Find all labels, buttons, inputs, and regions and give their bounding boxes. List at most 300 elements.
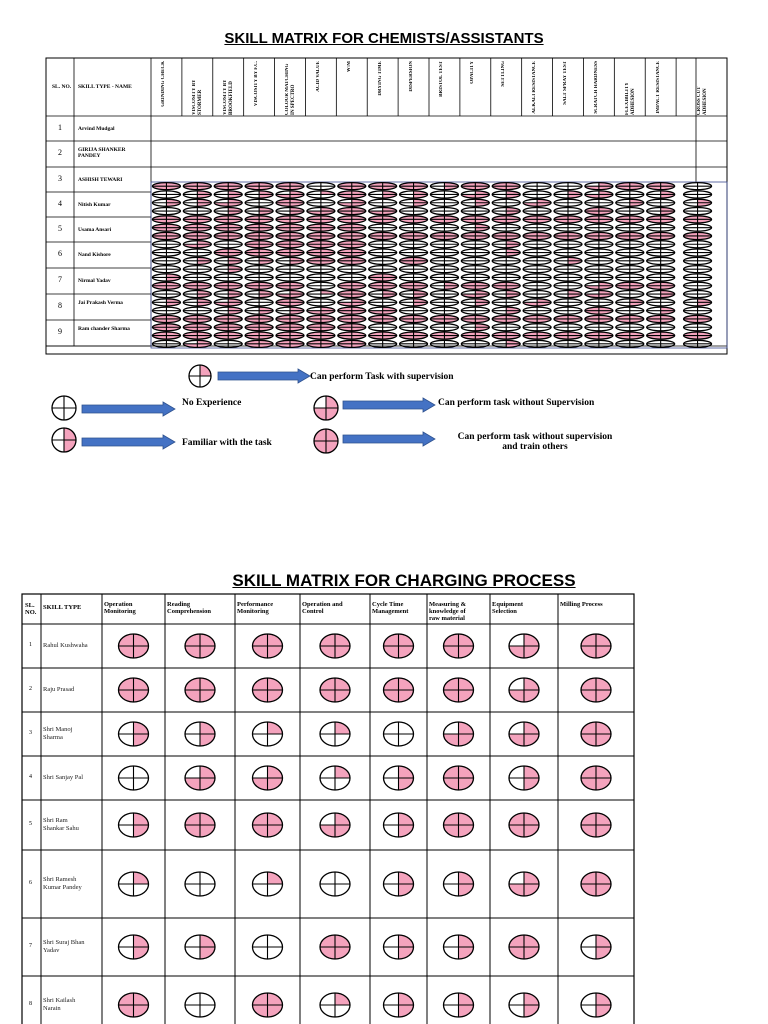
m1-skill-level-icon (338, 266, 366, 273)
m1-skill-level-icon (616, 257, 644, 264)
m1-skill-level-icon (338, 291, 366, 298)
m1-skill-level-icon (369, 324, 397, 331)
m1-skill-level-icon (152, 191, 180, 198)
matrix1-cells (151, 182, 727, 348)
m1-skill-level-icon (369, 216, 397, 223)
m1-skill-level-icon (585, 208, 613, 215)
m1-skill-header: OPACITY (470, 61, 476, 84)
m1-skill-level-icon (183, 266, 211, 273)
m1-skill-level-icon (152, 274, 180, 281)
m1-skill-level-icon (684, 199, 712, 206)
m1-skill-level-icon (152, 232, 180, 239)
m2-skill-level-icon (320, 813, 350, 837)
m1-skill-level-icon (152, 315, 180, 322)
m1-skill-level-icon (554, 191, 582, 198)
m1-skill-level-icon (554, 208, 582, 215)
matrix2-title: SKILL MATRIX FOR CHARGING PROCESS (232, 571, 576, 590)
m1-skill-level-icon (152, 266, 180, 273)
m1-skill-level-icon (647, 241, 675, 248)
m1-skill-level-icon (616, 183, 644, 190)
m1-skill-header: CROSS CUT ADHESION (696, 86, 708, 115)
m2-skill-level-icon (384, 766, 414, 790)
m1-skill-level-icon (400, 249, 428, 256)
legend-level3-icon (314, 396, 338, 420)
m1-skill-level-icon (183, 232, 211, 239)
m1-skill-level-icon (523, 332, 551, 339)
m1-skill-level-icon (276, 291, 304, 298)
m1-skill-level-icon (245, 208, 273, 215)
m1-skill-level-icon (245, 315, 273, 322)
m1-skill-header: ACID VALUE (315, 61, 321, 92)
m1-skill-level-icon (684, 208, 712, 215)
m1-skill-header: ALKALI RESISTANCE (532, 61, 538, 114)
m1-skill-header: GRINDING CHECK (161, 61, 167, 107)
m1-skill-level-icon (684, 249, 712, 256)
legend-arrow-familiar (82, 435, 175, 449)
m2-skill-level-icon (581, 993, 611, 1017)
m1-skill-level-icon (684, 191, 712, 198)
m1-skill-level-icon (307, 241, 335, 248)
m1-skill-level-icon (684, 340, 712, 347)
m1-skill-level-icon (616, 307, 644, 314)
m1-skill-header: SETTLING (501, 61, 507, 87)
m1-skill-level-icon (616, 208, 644, 215)
m1-skill-level-icon (369, 332, 397, 339)
m1-skill-level-icon (585, 340, 613, 347)
m1-skill-level-icon (400, 340, 428, 347)
m2-skill-level-icon (384, 993, 414, 1017)
m2-skill-level-icon (581, 766, 611, 790)
m1-skill-level-icon (523, 274, 551, 281)
m1-skill-level-icon (647, 291, 675, 298)
m1-skill-level-icon (554, 224, 582, 231)
m1-skill-level-icon (400, 224, 428, 231)
m2-skill-level-icon (320, 993, 350, 1017)
legend-train-others-text (437, 432, 633, 452)
m1-skill-header: DISPERSION (408, 61, 414, 92)
m1-skill-level-icon (152, 216, 180, 223)
m1-skill-header: VISCOSITY BY STORMER (192, 79, 204, 115)
m1-skill-header: SALT SPRAY TEST (563, 61, 568, 105)
matrix2-grid (22, 594, 634, 1024)
m2-skill-level-icon (119, 722, 149, 746)
m1-skill-level-icon (523, 340, 551, 347)
m1-skill-level-icon (183, 315, 211, 322)
m1-skill-level-icon (338, 249, 366, 256)
m1-skill-level-icon (554, 299, 582, 306)
m1-skill-level-icon (369, 191, 397, 198)
m2-skill-level-icon (119, 872, 149, 896)
m1-skill-level-icon (684, 274, 712, 281)
m1-skill-level-icon (492, 266, 520, 273)
m1-skill-level-icon (523, 307, 551, 314)
m2-skill-level-icon (119, 813, 149, 837)
m1-skill-level-icon (400, 208, 428, 215)
m2-row-name: Shri Kailash Narain (43, 997, 76, 1012)
m1-skill-level-icon (338, 216, 366, 223)
m2-skill-level-icon (253, 993, 283, 1017)
m2-skill-level-icon (444, 722, 474, 746)
m1-skill-level-icon (647, 307, 675, 314)
m1-skill-level-icon (684, 291, 712, 298)
m1-skill-level-icon (430, 340, 458, 347)
m2-row-cells (119, 722, 612, 746)
m1-skill-level-icon (400, 282, 428, 289)
m1-skill-level-icon (461, 282, 489, 289)
m1-skill-level-icon (245, 216, 273, 223)
m1-skill-level-icon (214, 315, 242, 322)
m1-skill-level-icon (554, 340, 582, 347)
m2-row-name: Shri Ramesh Kumar Pandey (43, 876, 82, 891)
m1-skill-level-icon (276, 224, 304, 231)
m1-skill-level-icon (214, 216, 242, 223)
m2-row-cells (119, 813, 612, 837)
m1-skill-level-icon (276, 241, 304, 248)
m1-skill-level-icon (276, 332, 304, 339)
m1-skill-level-icon (400, 232, 428, 239)
m2-skill-level-icon (185, 766, 215, 790)
m2-row-sl: 2 (29, 686, 32, 692)
m1-skill-header: IMPACT RESISTANCE (655, 61, 661, 114)
m1-skill-level-icon (523, 191, 551, 198)
m1-skill-level-icon (307, 282, 335, 289)
m1-skill-level-icon (430, 183, 458, 190)
m2-row-sl: 8 (29, 1001, 32, 1007)
m1-skill-level-icon (430, 216, 458, 223)
m1-skill-header: VISCOSITY BY BROOKFIELD (223, 79, 235, 115)
m1-skill-level-icon (684, 266, 712, 273)
m1-skill-level-icon (684, 324, 712, 331)
m1-skill-level-icon (616, 241, 644, 248)
m1-skill-level-icon (245, 249, 273, 256)
m1-skill-level-icon (430, 315, 458, 322)
m2-skill-level-icon (185, 813, 215, 837)
m1-skill-level-icon (585, 191, 613, 198)
m1-skill-level-icon (430, 324, 458, 331)
m1-skill-level-icon (276, 191, 304, 198)
m1-skill-level-icon (183, 332, 211, 339)
m1-skill-level-icon (684, 224, 712, 231)
m1-skill-level-icon (492, 282, 520, 289)
m1-skill-level-icon (430, 282, 458, 289)
m1-skill-level-icon (369, 257, 397, 264)
m2-skill-level-icon (253, 722, 283, 746)
m1-skill-level-icon (245, 241, 273, 248)
m1-skill-level-icon (183, 299, 211, 306)
m1-skill-level-icon (430, 299, 458, 306)
m1-skill-level-icon (554, 183, 582, 190)
m2-skill-header: Milling Process (560, 601, 603, 608)
m2-skill-level-icon (119, 766, 149, 790)
m1-skill-level-icon (492, 249, 520, 256)
m1-skill-level-icon (647, 249, 675, 256)
m1-skill-level-icon (276, 324, 304, 331)
m1-skill-level-icon (369, 282, 397, 289)
m1-skill-level-icon (616, 324, 644, 331)
m1-skill-level-icon (307, 208, 335, 215)
m1-skill-level-icon (369, 183, 397, 190)
m2-row-cells (119, 993, 612, 1017)
m2-skill-level-icon (185, 993, 215, 1017)
m1-skill-level-icon (214, 191, 242, 198)
m1-skill-level-icon (616, 299, 644, 306)
m1-skill-level-icon (276, 266, 304, 273)
m1-skill-level-icon (276, 282, 304, 289)
m1-skill-level-icon (245, 291, 273, 298)
m1-skill-level-icon (307, 324, 335, 331)
m1-skill-level-icon (338, 324, 366, 331)
m1-skill-level-icon (338, 307, 366, 314)
m1-skill-level-icon (616, 332, 644, 339)
m1-skill-level-icon (523, 183, 551, 190)
m1-skill-level-icon (647, 274, 675, 281)
m1-skill-level-icon (369, 274, 397, 281)
m2-row-sl: 3 (29, 730, 32, 736)
m1-skill-level-icon (461, 332, 489, 339)
m1-skill-level-icon (647, 324, 675, 331)
m1-skill-level-icon (307, 257, 335, 264)
legend-without-supervision-text: Can perform task without Supervision (438, 398, 595, 408)
m2-skill-level-icon (320, 722, 350, 746)
m1-row-name: GIRIJA SHANKER PANDEY (78, 147, 126, 159)
m1-skill-level-icon (430, 266, 458, 273)
m1-skill-level-icon (245, 199, 273, 206)
m1-skill-level-icon (585, 291, 613, 298)
m2-skill-level-icon (185, 678, 215, 702)
m1-skill-level-icon (554, 241, 582, 248)
m1-skill-level-icon (338, 274, 366, 281)
m1-skill-level-icon (430, 332, 458, 339)
m1-skill-level-icon (616, 249, 644, 256)
m1-row-name: Arvind Mudgal (78, 125, 115, 132)
m1-skill-level-icon (492, 274, 520, 281)
m1-skill-level-icon (214, 274, 242, 281)
m2-row-sl: 6 (29, 880, 32, 886)
m1-row-sl: 4 (58, 198, 62, 208)
legend-arrow-without-supervision (343, 398, 435, 412)
m2-row-name: Shri Suraj Bhan Yadav (43, 939, 85, 954)
m2-skill-level-icon (384, 872, 414, 896)
m1-skill-level-icon (276, 299, 304, 306)
m1-skill-level-icon (183, 191, 211, 198)
m1-skill-level-icon (338, 282, 366, 289)
m1-skill-level-icon (369, 224, 397, 231)
m1-skill-level-icon (492, 340, 520, 347)
m1-skill-level-icon (616, 224, 644, 231)
m1-skill-level-icon (152, 249, 180, 256)
m1-skill-level-icon (554, 274, 582, 281)
m1-skill-level-icon (214, 199, 242, 206)
legend-supervision-text: Can perform Task with supervision (310, 372, 454, 382)
m1-skill-level-icon (684, 257, 712, 264)
m2-skill-level-icon (444, 813, 474, 837)
m1-skill-level-icon (400, 266, 428, 273)
m2-skill-level-icon (320, 872, 350, 896)
legend-train-line2: and train others (502, 442, 568, 452)
m1-skill-level-icon (684, 332, 712, 339)
m1-skill-level-icon (338, 183, 366, 190)
m2-row-name: Shri Ram Shankar Sahu (43, 817, 79, 832)
m1-skill-level-icon (183, 199, 211, 206)
m2-row-name: Raju Prasad (43, 686, 75, 693)
m1-row-name: Usama Ansari (78, 226, 112, 233)
m1-skill-level-icon (307, 299, 335, 306)
m1-skill-level-icon (647, 191, 675, 198)
m2-skill-level-icon (509, 935, 539, 959)
m1-skill-level-icon (585, 332, 613, 339)
m1-skill-level-icon (616, 282, 644, 289)
m1-skill-level-icon (430, 249, 458, 256)
m1-skill-level-icon (523, 291, 551, 298)
m1-skill-level-icon (183, 216, 211, 223)
m1-skill-level-icon (523, 249, 551, 256)
m1-skill-level-icon (183, 307, 211, 314)
m1-skill-level-icon (461, 266, 489, 273)
m1-skill-level-icon (152, 208, 180, 215)
m1-skill-level-icon (245, 324, 273, 331)
m2-skill-header: Operation and Control (302, 601, 343, 615)
m1-skill-level-icon (554, 266, 582, 273)
m1-skill-level-icon (338, 208, 366, 215)
m1-skill-level-icon (430, 224, 458, 231)
m1-skill-level-icon (245, 191, 273, 198)
m2-skill-level-icon (509, 993, 539, 1017)
m1-skill-level-icon (183, 241, 211, 248)
m2-row-cells (119, 766, 612, 790)
m1-skill-level-icon (400, 274, 428, 281)
m1-skill-level-icon (461, 340, 489, 347)
legend-arrow-no-experience (82, 402, 175, 416)
m1-skill-level-icon (245, 299, 273, 306)
m1-skill-level-icon (276, 315, 304, 322)
m2-row-name: Shri Sanjay Pal (43, 774, 84, 781)
m1-skill-level-icon (183, 282, 211, 289)
m1-skill-level-icon (461, 216, 489, 223)
m2-skill-level-icon (444, 935, 474, 959)
m1-skill-level-icon (616, 191, 644, 198)
m1-skill-level-icon (400, 307, 428, 314)
m2-skill-level-icon (185, 722, 215, 746)
m1-skill-level-icon (585, 183, 613, 190)
m1-skill-level-icon (585, 266, 613, 273)
m1-skill-level-icon (616, 274, 644, 281)
m2-skill-header: Performance Monitoring (237, 601, 274, 615)
m1-skill-level-icon (307, 266, 335, 273)
m1-skill-level-icon (307, 340, 335, 347)
m1-skill-level-icon (369, 299, 397, 306)
m1-skill-level-icon (369, 199, 397, 206)
m1-skill-level-icon (461, 241, 489, 248)
m2-skill-level-icon (320, 634, 350, 658)
m1-skill-level-icon (684, 307, 712, 314)
m1-skill-level-icon (461, 299, 489, 306)
m1-skill-level-icon (492, 216, 520, 223)
m1-skill-header: COLOUR MATCHING IN SPECTRO (285, 63, 296, 115)
legend-level2-icon (52, 428, 76, 452)
m1-skill-level-icon (400, 299, 428, 306)
m2-skill-level-icon (581, 634, 611, 658)
m1-skill-level-icon (684, 282, 712, 289)
m1-skill-level-icon (554, 257, 582, 264)
m1-skill-level-icon (214, 257, 242, 264)
m1-skill-level-icon (400, 216, 428, 223)
m1-skill-level-icon (523, 266, 551, 273)
m1-skill-level-icon (616, 216, 644, 223)
m1-skill-level-icon (369, 340, 397, 347)
m1-skill-level-icon (684, 183, 712, 190)
legend-arrow-supervision (218, 369, 310, 383)
m1-skill-level-icon (338, 257, 366, 264)
m1-skill-level-icon (338, 340, 366, 347)
m1-skill-level-icon (492, 199, 520, 206)
m1-skill-level-icon (214, 340, 242, 347)
m1-skill-level-icon (245, 183, 273, 190)
m1-skill-level-icon (369, 232, 397, 239)
m1-skill-level-icon (585, 241, 613, 248)
m2-skill-level-icon (253, 634, 283, 658)
m1-skill-level-icon (276, 249, 304, 256)
m1-skill-level-icon (214, 183, 242, 190)
m1-skill-level-icon (245, 257, 273, 264)
m1-skill-level-icon (616, 291, 644, 298)
m1-skill-level-icon (461, 324, 489, 331)
m1-skill-level-icon (430, 208, 458, 215)
m1-skill-level-icon (647, 257, 675, 264)
m1-skill-level-icon (214, 332, 242, 339)
m1-skill-level-icon (461, 291, 489, 298)
m1-row-sl: 1 (58, 122, 62, 132)
m1-skill-level-icon (684, 232, 712, 239)
m1-skill-level-icon (152, 324, 180, 331)
m2-skill-level-icon (119, 678, 149, 702)
m1-skill-level-icon (647, 332, 675, 339)
m1-skill-level-icon (183, 274, 211, 281)
m2-skill-level-icon (581, 678, 611, 702)
m2-row-cells (119, 872, 612, 896)
m1-skill-level-icon (616, 315, 644, 322)
m1-skill-level-icon (338, 332, 366, 339)
m1-skill-level-icon (585, 282, 613, 289)
m1-skill-level-icon (245, 307, 273, 314)
m2-skill-level-icon (185, 935, 215, 959)
m2-skill-level-icon (253, 766, 283, 790)
m1-row-name: Nand Kishore (78, 252, 111, 258)
m1-skill-level-icon (214, 266, 242, 273)
m2-row-cells (119, 634, 612, 658)
m1-skill-level-icon (276, 232, 304, 239)
m1-col-sl-header: SL. NO. (52, 84, 72, 90)
m1-row-sl: 7 (58, 275, 62, 284)
m1-skill-level-icon (554, 249, 582, 256)
m2-skill-level-icon (253, 813, 283, 837)
m1-skill-level-icon (369, 315, 397, 322)
m1-skill-level-icon (492, 224, 520, 231)
m2-skill-level-icon (444, 872, 474, 896)
m1-skill-level-icon (430, 199, 458, 206)
m1-skill-header: DRYING TIME (377, 61, 383, 96)
m2-skill-level-icon (119, 634, 149, 658)
m1-skill-level-icon (245, 266, 273, 273)
m1-skill-level-icon (214, 324, 242, 331)
m1-skill-level-icon (684, 315, 712, 322)
m1-skill-level-icon (461, 257, 489, 264)
m1-skill-level-icon (585, 199, 613, 206)
m2-skill-level-icon (509, 872, 539, 896)
m1-skill-level-icon (492, 257, 520, 264)
m1-skill-level-icon (492, 291, 520, 298)
m1-skill-level-icon (647, 216, 675, 223)
m1-skill-level-icon (183, 249, 211, 256)
